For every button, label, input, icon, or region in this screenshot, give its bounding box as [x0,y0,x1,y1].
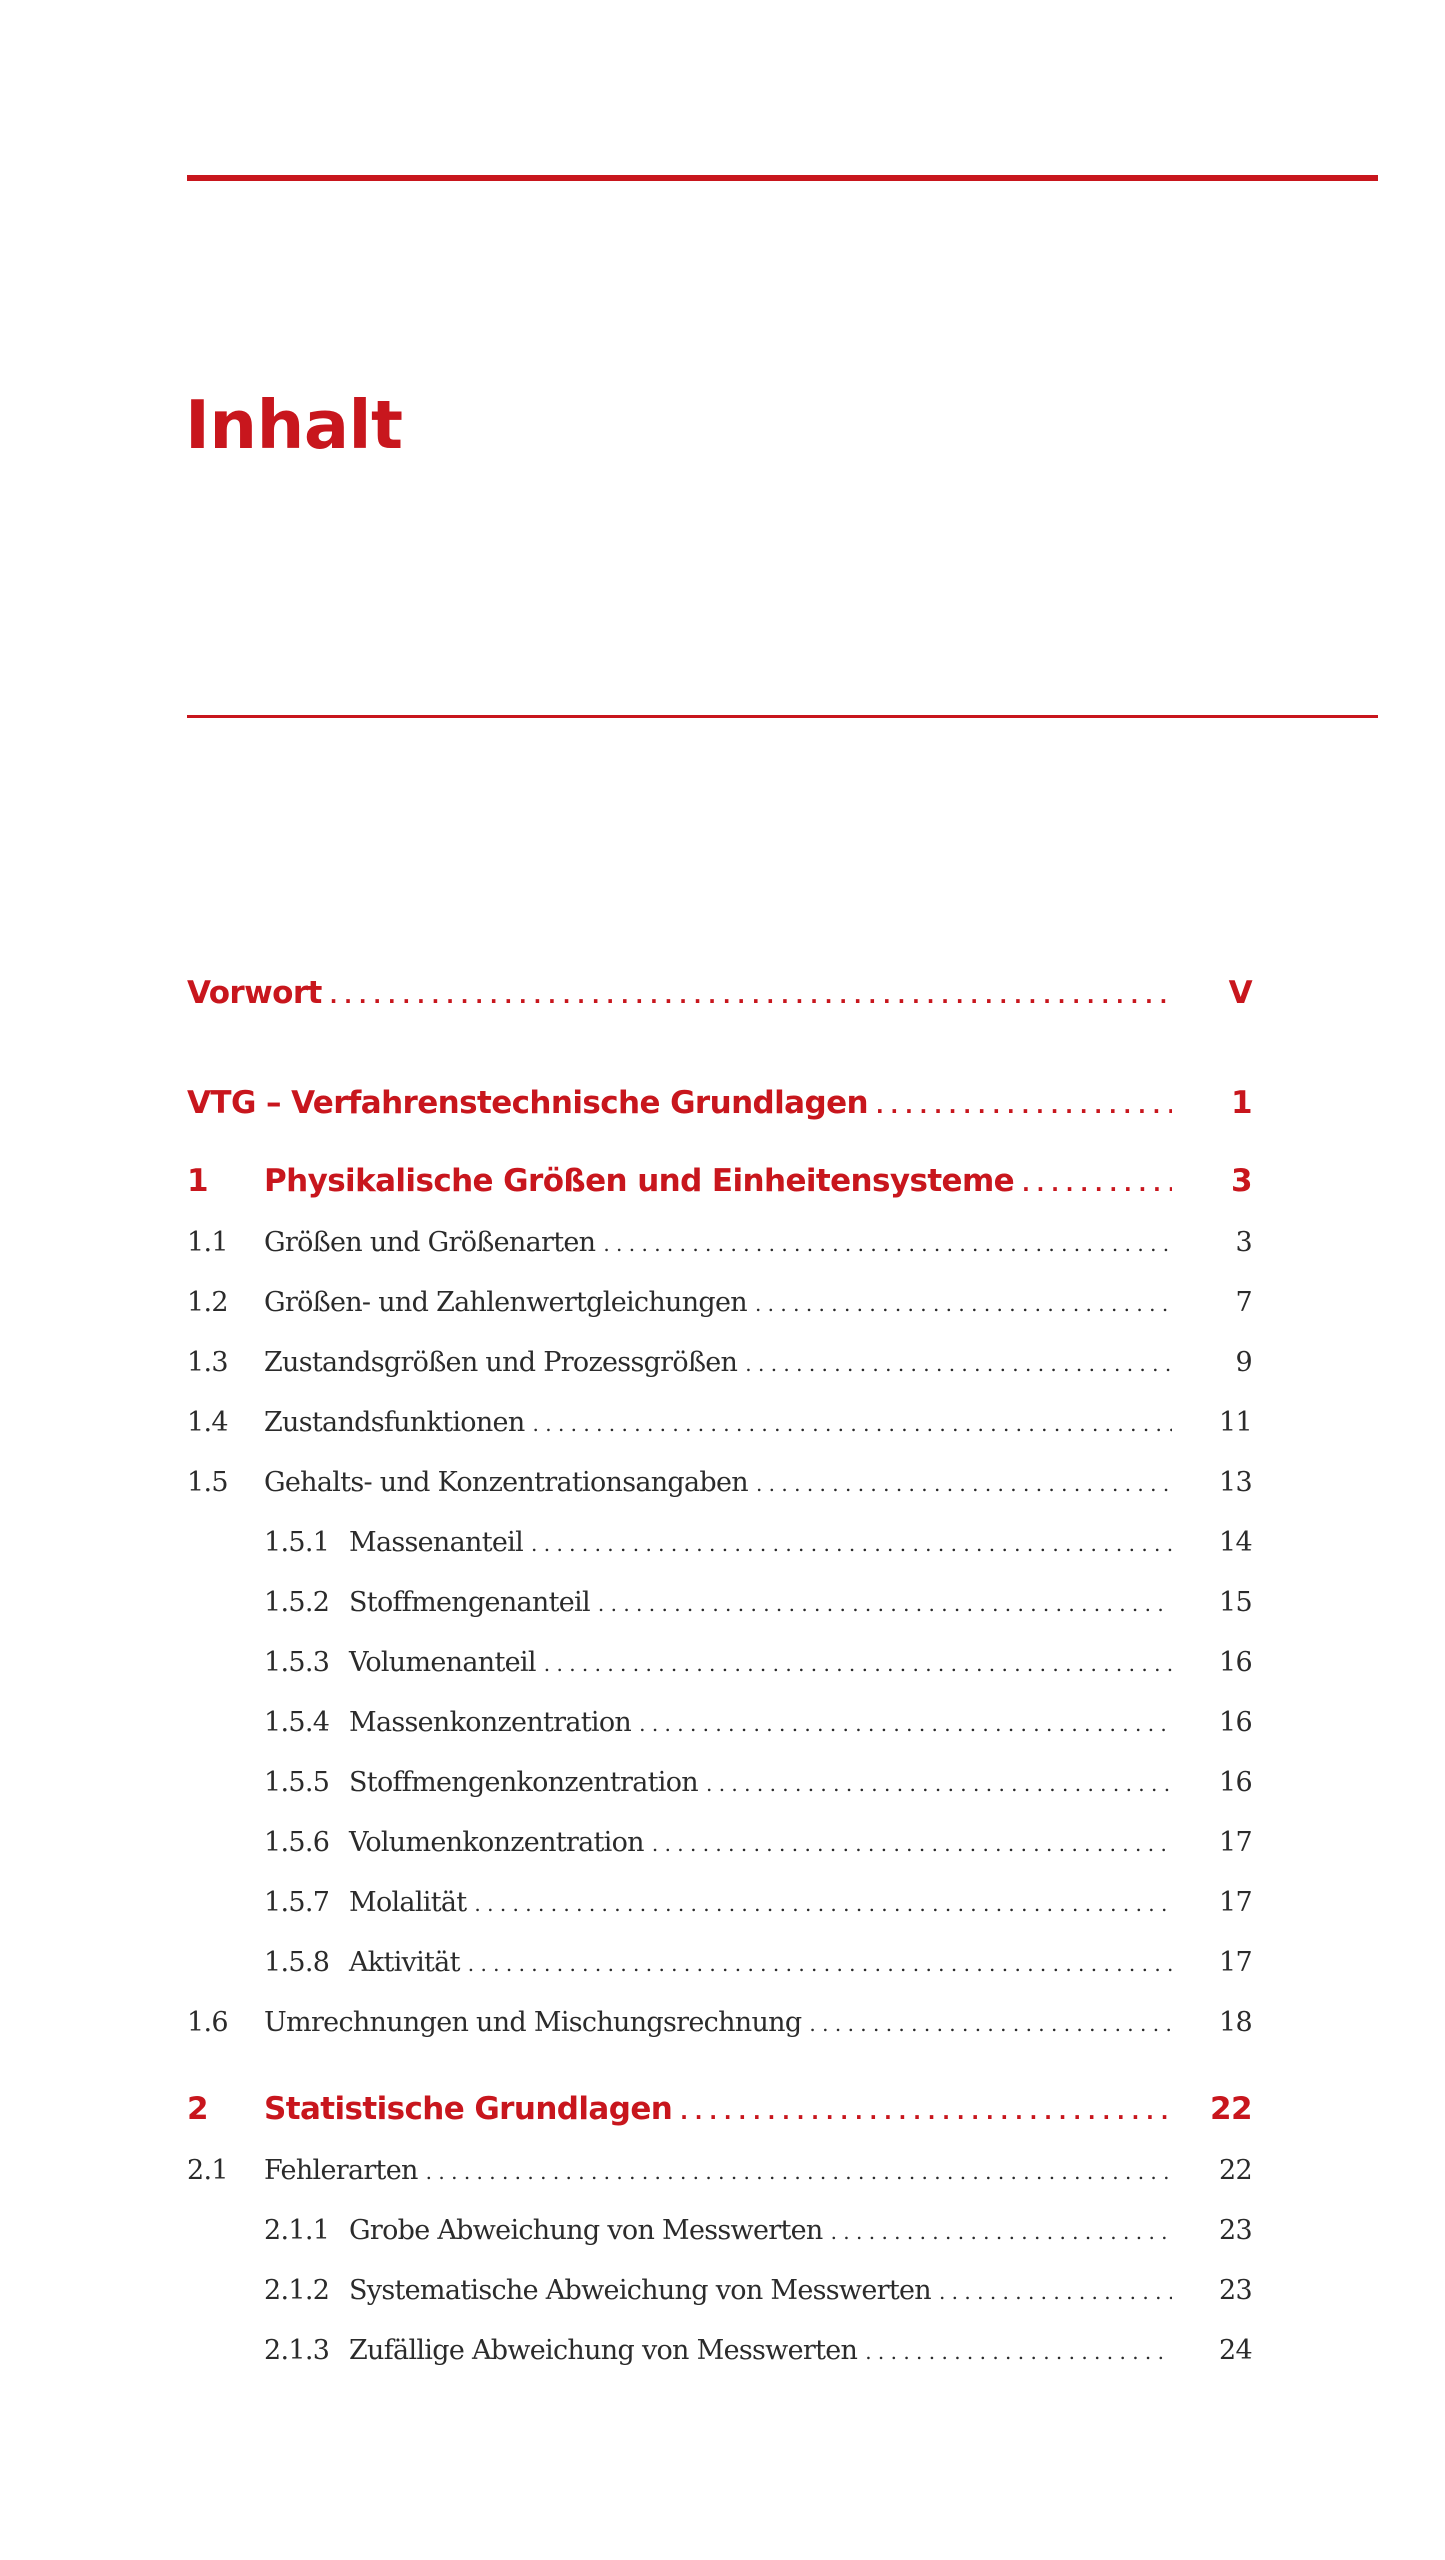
toc-entry-number: 1.2 [187,1287,228,1318]
toc-entry-subsection[interactable] [187,2275,1252,2306]
toc-entry-number: 1.5.7 [264,1887,330,1918]
toc-entry-chapter[interactable] [187,975,1252,1011]
toc-entry-section[interactable] [187,2007,1252,2038]
toc-entry-section[interactable] [187,1467,1252,1498]
toc-entry-page: 13 [1219,1467,1252,1498]
dot-leader [639,1712,1172,1736]
toc-entry-page: 1 [1231,1085,1252,1121]
page-title: Inhalt [185,386,403,464]
dot-leader [603,1232,1172,1256]
dot-leader [330,984,1172,1008]
toc-entry-number: 1.1 [187,1227,228,1258]
dot-leader [652,1832,1172,1856]
toc-entry-number: 1.5.3 [264,1647,330,1678]
toc-entry-chapter[interactable] [187,2091,1252,2127]
dot-leader [544,1652,1172,1676]
toc-entry-subsection[interactable] [187,1887,1252,1918]
toc-entry-title: Molalität [349,1887,467,1918]
toc-entry-subsection[interactable] [187,1827,1252,1858]
toc-entry-number: 2.1.1 [264,2215,330,2246]
toc-entry-subsection[interactable] [187,1767,1252,1798]
toc-entry-page: 16 [1219,1647,1252,1678]
dot-leader [745,1352,1172,1376]
toc-entry-subsection[interactable] [187,1587,1252,1618]
dot-leader [939,2280,1172,2304]
toc-entry-page: 7 [1235,1287,1252,1318]
toc-entry-number: 2.1.2 [264,2275,330,2306]
toc-entry-title: Volumenanteil [349,1647,536,1678]
toc-entry-title: Stoffmengenkonzentration [349,1767,698,1798]
toc-entry-number: 2.1.3 [264,2335,330,2366]
toc-entry-number: 1.6 [187,2007,228,2038]
dot-leader [474,1892,1172,1916]
toc-entry-subsection[interactable] [187,1647,1252,1678]
toc-entry-page: 17 [1219,1887,1252,1918]
toc-entry-number: 1.5.1 [264,1527,330,1558]
toc-entry-chapter[interactable] [187,1163,1252,1199]
toc-entry-title: Volumenkonzentration [349,1827,644,1858]
toc-entry-page: 9 [1235,1347,1252,1378]
toc-entry-section[interactable] [187,1227,1252,1258]
toc-entry-title: Statistische Grundlagen [264,2091,673,2127]
toc-entry-page: 16 [1219,1767,1252,1798]
toc-entry-page: 17 [1219,1947,1252,1978]
dot-leader [598,1592,1172,1616]
toc-entry-subsection[interactable] [187,2215,1252,2246]
dot-leader [706,1772,1172,1796]
toc-entry-page: 22 [1219,2155,1252,2186]
toc-entry-title: VTG – Verfahrenstechnische Grundlagen [187,1085,868,1121]
toc-entry-number: 1.4 [187,1407,228,1438]
toc-entry-page: 22 [1210,2091,1252,2127]
toc-entry-chapter[interactable] [187,1085,1252,1121]
toc-entry-title: Aktivität [349,1947,460,1978]
toc-entry-section[interactable] [187,1347,1252,1378]
toc-entry-page: 3 [1231,1163,1252,1199]
toc-entry-title: Zufällige Abweichung von Messwerten [349,2335,858,2366]
toc-entry-number: 1.5.2 [264,1587,330,1618]
toc-entry-title: Massenkonzentration [349,1707,632,1738]
toc-entry-page: V [1228,975,1252,1011]
toc-entry-title: Zustandsgrößen und Prozessgrößen [264,1347,738,1378]
toc-entry-title: Vorwort [187,975,322,1011]
toc-entry-subsection[interactable] [187,1707,1252,1738]
toc-entry-title: Fehlerarten [264,2155,418,2186]
toc-entry-number: 2 [187,2091,208,2127]
dot-leader [426,2160,1172,2184]
toc-entry-number: 1.3 [187,1347,228,1378]
title-divider [187,715,1378,718]
dot-leader [755,1292,1172,1316]
toc-entry-number: 1.5 [187,1467,228,1498]
toc-entry-number: 1.5.6 [264,1827,330,1858]
toc-entry-subsection[interactable] [187,2335,1252,2366]
toc-entry-page: 23 [1219,2275,1252,2306]
dot-leader [533,1412,1172,1436]
toc-entry-section[interactable] [187,2155,1252,2186]
toc-entry-number: 1.5.8 [264,1947,330,1978]
toc-entry-page: 24 [1219,2335,1252,2366]
toc-entry-section[interactable] [187,1407,1252,1438]
toc-entry-section[interactable] [187,1287,1252,1318]
toc-entry-number: 2.1 [187,2155,228,2186]
dot-leader [531,1532,1172,1556]
toc-entry-title: Größen und Größenarten [264,1227,596,1258]
toc-entry-title: Massenanteil [349,1527,524,1558]
toc-entry-number: 1.5.4 [264,1707,330,1738]
dot-leader [1022,1172,1172,1196]
toc-entry-title: Systematische Abweichung von Messwerten [349,2275,931,2306]
toc-entry-subsection[interactable] [187,1527,1252,1558]
toc-entry-title: Gehalts- und Konzentrationsangaben [264,1467,748,1498]
dot-leader [468,1952,1172,1976]
toc-entry-number: 1 [187,1163,208,1199]
toc-entry-page: 3 [1235,1227,1252,1258]
toc-entry-page: 18 [1219,2007,1252,2038]
toc-entry-page: 23 [1219,2215,1252,2246]
dot-leader [680,2100,1172,2124]
toc-entry-number: 1.5.5 [264,1767,330,1798]
toc-entry-page: 17 [1219,1827,1252,1858]
dot-leader [809,2012,1172,2036]
toc-entry-title: Größen- und Zahlenwertgleichungen [264,1287,747,1318]
toc-entry-page: 16 [1219,1707,1252,1738]
toc-entry-title: Grobe Abweichung von Messwerten [349,2215,823,2246]
toc-entry-page: 11 [1219,1407,1252,1438]
dot-leader [831,2220,1172,2244]
top-rule [187,175,1378,181]
dot-leader [756,1472,1172,1496]
toc-entry-page: 14 [1219,1527,1252,1558]
toc-entry-title: Stoffmengenanteil [349,1587,590,1618]
dot-leader [865,2340,1172,2364]
toc-entry-subsection[interactable] [187,1947,1252,1978]
dot-leader [876,1094,1172,1118]
toc-entry-title: Zustandsfunktionen [264,1407,525,1438]
toc-entry-page: 15 [1219,1587,1252,1618]
toc-entry-title: Umrechnungen und Mischungsrechnung [264,2007,802,2038]
toc-entry-title: Physikalische Größen und Einheitensysteme [264,1163,1015,1199]
